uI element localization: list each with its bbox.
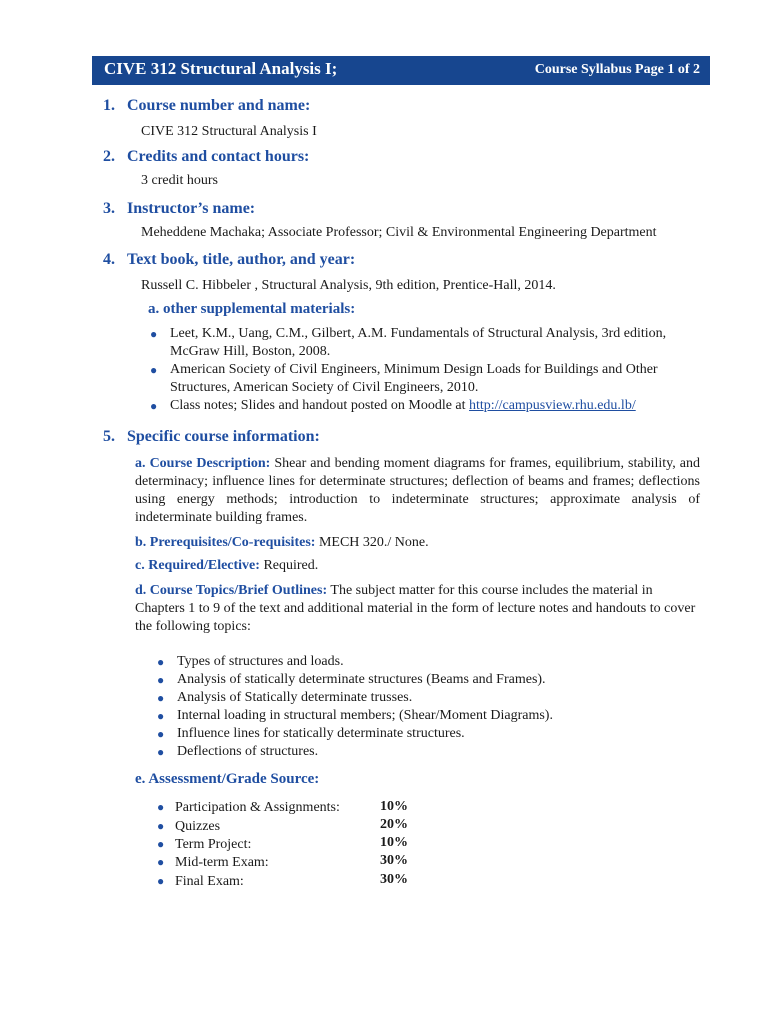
list-item: ● Deflections of structures.: [157, 744, 319, 759]
section-4-body: Russell C. Hibbeler , Structural Analysis, 9th edition, Prentice-Hall, 2014.: [141, 278, 556, 293]
grade-value: 30%: [380, 872, 408, 887]
section-3-heading: 3. Instructor’s name:: [103, 200, 256, 217]
list-item: ● American Society of Civil Engineers, Minimum Design Loads for Buildings and Other Structures, American Society of Civil Engineers, 2010.: [150, 362, 658, 395]
section-2-body: 3 credit hours: [141, 173, 218, 188]
grade-value: 10%: [380, 835, 408, 850]
bullet-icon: ●: [157, 837, 165, 851]
grade-row: ● Mid-term Exam:: [157, 855, 269, 870]
list-item: ● Analysis of Statically determinate trusses.: [157, 690, 413, 705]
document-title: CIVE 312 Structural Analysis I;: [104, 59, 338, 78]
bullet-icon: ●: [157, 655, 165, 669]
list-item: ● Internal loading in structural members; (Shear/Moment Diagrams).: [157, 708, 553, 723]
bullet-icon: ●: [157, 874, 165, 888]
bullet-icon: ●: [157, 819, 165, 833]
section-2-heading: 2. Credits and contact hours:: [103, 148, 310, 165]
assessment-heading: e. Assessment/Grade Source:: [135, 771, 320, 787]
bullet-icon: ●: [157, 727, 165, 741]
section-3-body: Meheddene Machaka; Associate Professor; Civil & Environmental Engineering Department: [141, 225, 657, 240]
required-elective: c. Required/Elective: Required.: [135, 558, 319, 573]
course-description: a. Course Description: Shear and bending moment diagrams for frames, equilibrium, stability, and determinacy; influence lines for determinate structures; deflection of beams and frames; deflections using energy methods; introduction to indeterminate structures; approximate analysis of indeterminate building frames.: [135, 456, 701, 525]
section-1-body: CIVE 312 Structural Analysis I: [141, 124, 317, 139]
bullet-icon: ●: [157, 800, 165, 814]
page-indicator: Course Syllabus Page 1 of 2: [534, 62, 700, 77]
section-1-heading: 1. Course number and name:: [103, 97, 311, 114]
bullet-icon: ●: [157, 745, 165, 759]
section-5-heading: 5. Specific course information:: [103, 428, 320, 445]
bullet-icon: ●: [157, 691, 165, 705]
course-topics: d. Course Topics/Brief Outlines: The subject matter for this course includes the material in Chapters 1 to 9 of the text and additional material in the form of lecture notes and handouts to cover the following topics:: [135, 583, 696, 634]
list-item: ● Leet, K.M., Uang, C.M., Gilbert, A.M. Fundamentals of Structural Analysis, 3rd edition, McGraw Hill, Boston, 2008.: [150, 326, 667, 359]
list-item: ● Types of structures and loads.: [157, 654, 344, 669]
bullet-icon: ●: [150, 363, 158, 377]
list-item: ● Influence lines for statically determinate structures.: [157, 726, 465, 741]
topics-list: [157, 653, 697, 761]
moodle-link[interactable]: http://campusview.rhu.edu.lb/: [469, 398, 636, 413]
supplemental-list: [150, 325, 710, 415]
section-4-heading: 4. Text book, title, author, and year:: [103, 251, 356, 268]
grade-row: ● Quizzes: [157, 819, 221, 834]
header-bar: [92, 56, 710, 85]
bullet-icon: ●: [157, 855, 165, 869]
grade-row: ● Final Exam:: [157, 874, 244, 889]
list-item: ● Class notes; Slides and handout posted on Moodle at http://campusview.rhu.edu.lb/: [150, 398, 636, 413]
bullet-icon: ●: [150, 327, 158, 341]
grade-value: 30%: [380, 853, 408, 868]
supplemental-heading: a. other supplemental materials:: [148, 301, 356, 317]
bullet-icon: ●: [150, 399, 158, 413]
grade-row: ● Term Project:: [157, 837, 252, 852]
bullet-icon: ●: [157, 673, 165, 687]
grade-row: ● Participation & Assignments:: [157, 800, 340, 815]
grade-value: 10%: [380, 799, 408, 814]
bullet-icon: ●: [157, 709, 165, 723]
list-item: ● Analysis of statically determinate structures (Beams and Frames).: [157, 672, 546, 687]
prerequisites: b. Prerequisites/Co-requisites: MECH 320./ None.: [135, 535, 429, 550]
grade-value: 20%: [380, 817, 408, 832]
